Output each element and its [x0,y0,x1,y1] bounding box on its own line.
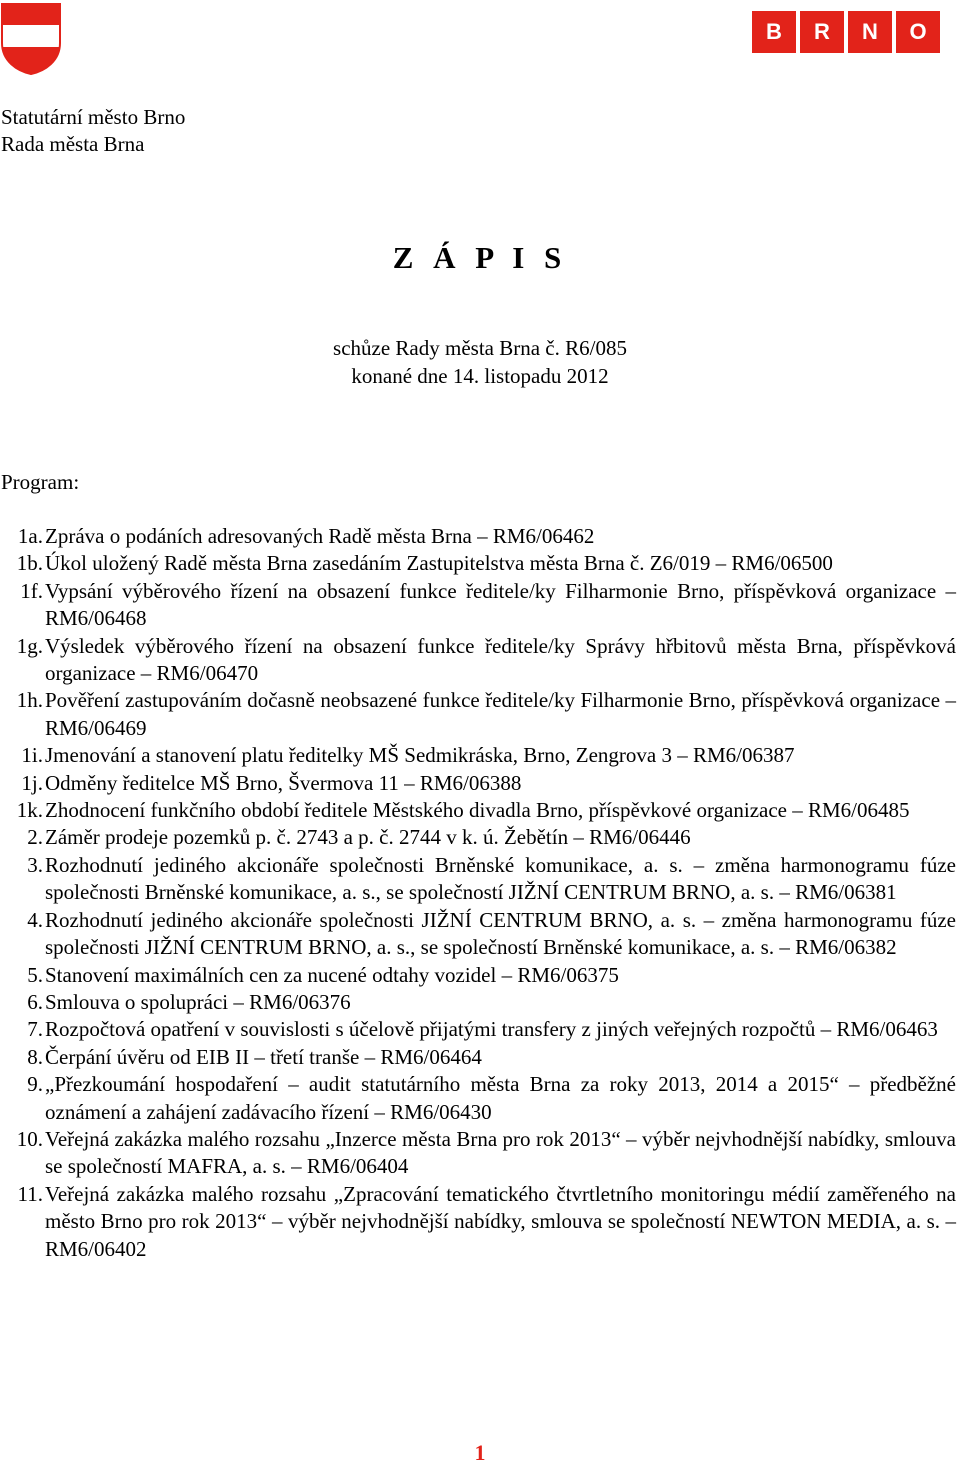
program-item [0,852,956,907]
logo-letter-b: B [752,11,796,53]
program-item-number: 7. [27,1017,43,1042]
program-item-number: 1g. [16,633,43,658]
program-item-text: Smlouva o spolupráci – RM6/06376 [45,989,351,1014]
program-item-text: Veřejná zakázka malého rozsahu „Inzerce města Brna pro rok 2013“ – výběr nejvhodnější nabídky, smlouva se společností MAFRA, a. s. – RM6/06404 [45,1126,956,1179]
org-name: Statutární město Brno [1,105,186,129]
program-item-text: „Přezkoumání hospodaření – audit statutárního města Brna za roky 2013, 2014 a 2015“ – předběžné oznámení a zahájení zadávacího řízení – RM6/06430 [45,1072,956,1124]
logo-letter-o: O [896,11,940,53]
program-item-number: 1a. [17,524,43,548]
program-item-text: Výsledek výběrového řízení na obsazení funkce ředitele/ky Správy hřbitovů města Brna, příspěvková organizace – RM6/06470 [45,633,956,686]
program-item-text: Vypsání výběrového řízení na obsazení funkce ředitele/ky Filharmonie Brno, příspěvková organizace – RM6/06468 [45,578,956,631]
program-item-number: 1h. [16,688,43,713]
program-item [0,1071,956,1126]
program-item-text: Rozhodnutí jediného akcionáře společnosti Brněnské komunikace, a. s. – změna harmonogramu fúze společnosti Brněnské komunikace, a. s., se společností JIŽNÍ CENTRUM BRNO, a. s. – RM6/06381 [45,852,956,905]
program-item-number: 8. [27,1044,43,1069]
org-body: Rada města Brna [1,132,145,156]
logo-letter-n: N [848,11,892,53]
program-item-text: Čerpání úvěru od EIB II – třetí tranše – RM6/06464 [45,1044,482,1069]
program-item-number: 5. [27,962,43,987]
program-item-text: Jmenování a stanovení platu ředitelky MŠ Sedmikráska, Brno, Zengrova 3 – RM6/06387 [45,743,795,768]
brno-coat-of-arms-icon [1,3,61,75]
program-heading: Program: [1,470,80,494]
program-item-number: 1f. [20,578,43,603]
program-item [0,523,956,550]
program-item-number: 11. [17,1181,43,1206]
program-item [0,1016,956,1043]
document-title: Z Á P I S [392,240,568,275]
program-item [0,1044,956,1071]
logo-letter-r: R [800,11,844,53]
program-item [0,633,956,688]
page-number: 1 [474,1440,486,1465]
program-item-number: 1k. [16,798,43,823]
program-item-number: 10. [16,1126,43,1151]
meeting-number: schůze Rady města Brna č. R6/085 [333,336,627,360]
meeting-info [0,334,960,390]
program-item-number: 1i. [21,743,43,768]
program-item-text: Zpráva o podáních adresovaných Radě města Brna – RM6/06462 [45,524,595,548]
program-item [0,962,956,989]
program-item [0,770,956,797]
program-item [0,989,956,1016]
program-item [0,550,956,577]
program-item-text: Pověření zastupováním dočasně neobsazené funkce ředitele/ky Filharmonie Brno, příspěvková organizace – RM6/06469 [45,688,956,740]
program-item [0,742,956,769]
program-item-text: Rozhodnutí jediného akcionáře společnosti JIŽNÍ CENTRUM BRNO, a. s. – změna harmonogramu fúze společnosti JIŽNÍ CENTRUM BRNO, a. s., se společností Brněnské komunikace, a. s. – RM6/06382 [45,907,956,960]
program-item-text: Záměr prodeje pozemků p. č. 2743 a p. č. 2744 v k. ú. Žebětín – RM6/06446 [45,825,691,850]
organization-block [1,104,185,158]
program-item [0,797,956,824]
program-item [0,1126,956,1181]
program-item-text: Stanovení maximálních cen za nucené odtahy vozidel – RM6/06375 [45,962,619,987]
program-item-text: Úkol uložený Radě města Brna zasedáním Zastupitelstva města Brna č. Z6/019 – RM6/06500 [45,551,833,576]
program-item [0,824,956,851]
program-item-number: 1b. [16,551,43,576]
program-item-text: Odměny ředitelce MŠ Brno, Švermova 11 – RM6/06388 [45,770,522,795]
program-item-text: Veřejná zakázka malého rozsahu „Zpracování tematického čtvrtletního monitoringu médií zaměřeného na město Brno pro rok 2013“ – výběr nejvhodnější nabídky, smlouva se společností NEWTON MEDIA, a. s. – RM6/06402 [45,1181,956,1261]
program-item-number: 3. [27,852,43,877]
brno-logo [752,11,940,53]
program-item-number: 4. [27,907,43,932]
program-item-text: Zhodnocení funkčního období ředitele Městského divadla Brno, příspěvkové organizace – RM6/06485 [45,798,910,823]
program-list [0,523,956,1263]
program-item-text: Rozpočtová opatření v souvislosti s účelově přijatými transfery z jiných veřejných rozpočtů – RM6/06463 [45,1017,938,1042]
program-item-number: 1j. [21,770,43,795]
program-item [0,578,956,633]
program-item [0,1181,956,1263]
program-item [0,687,956,742]
meeting-date: konané dne 14. listopadu 2012 [351,364,609,388]
program-item [0,907,956,962]
program-item-number: 6. [27,989,43,1014]
program-item-number: 2. [27,825,43,850]
program-item-number: 9. [27,1072,43,1097]
